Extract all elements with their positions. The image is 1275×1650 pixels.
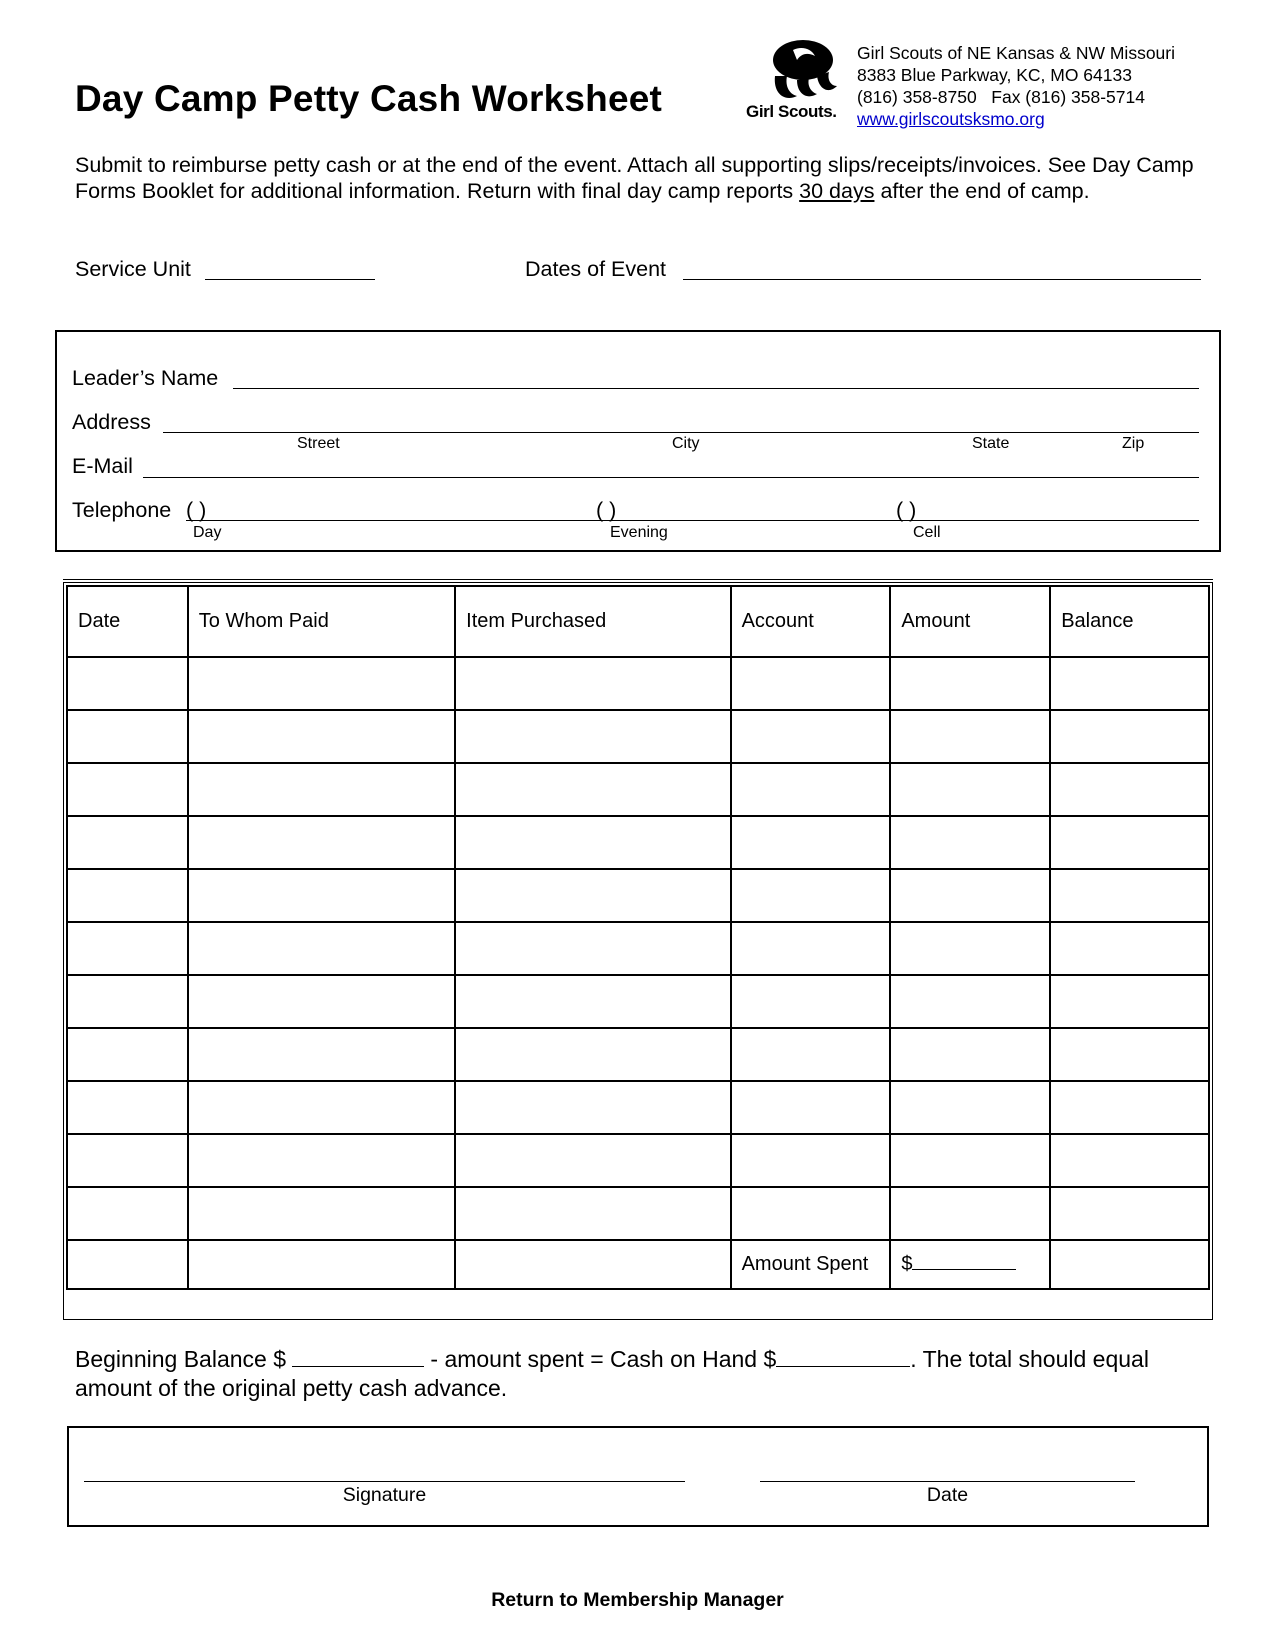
table-cell[interactable] [731,763,891,816]
table-cell[interactable] [1050,1187,1209,1240]
instructions-text-2: after the end of camp. [874,179,1090,203]
beginning-balance-label: Beginning Balance $ [75,1346,286,1372]
organization-info [857,42,1175,130]
table-cell[interactable] [1050,1081,1209,1134]
day-area-code: ( ) [186,498,207,522]
table-cell[interactable] [67,1240,188,1289]
cash-on-hand-label: - amount spent = Cash on Hand $ [424,1346,777,1372]
table-cell[interactable] [890,1028,1050,1081]
table-cell[interactable] [731,816,891,869]
table-cell[interactable] [455,1081,730,1134]
footer-instruction: Return to Membership Manager [491,1589,784,1611]
instructions-paragraph [75,152,1205,204]
table-cell[interactable] [188,1134,455,1187]
table-cell[interactable] [455,816,730,869]
org-phones [857,86,1175,108]
table-cell[interactable] [890,816,1050,869]
table-cell[interactable] [890,763,1050,816]
table-cell[interactable] [890,975,1050,1028]
table-row [67,1081,1209,1134]
amount-spent-field[interactable] [890,1240,1050,1289]
table-cell[interactable] [731,1134,891,1187]
table-cell[interactable] [455,1028,730,1081]
table-cell[interactable] [67,816,188,869]
table-cell[interactable] [1050,657,1209,710]
table-cell[interactable] [67,869,188,922]
petty-cash-ledger [66,585,1210,1290]
table-cell[interactable] [731,1187,891,1240]
table-cell[interactable] [188,1240,455,1289]
table-row [67,1187,1209,1240]
table-cell[interactable] [455,763,730,816]
table-cell[interactable] [1050,922,1209,975]
zip-caption: Zip [1122,435,1145,452]
beginning-balance-field[interactable] [292,1348,424,1367]
table-cell[interactable] [188,710,455,763]
table-cell[interactable] [188,975,455,1028]
org-address: 8383 Blue Parkway, KC, MO 64133 [857,65,1132,85]
table-cell[interactable] [890,657,1050,710]
table-cell[interactable] [188,1081,455,1134]
table-cell[interactable] [67,1081,188,1134]
table-cell[interactable] [455,975,730,1028]
table-cell[interactable] [1050,1028,1209,1081]
evening-area-code: ( ) [596,498,617,522]
table-row [67,1134,1209,1187]
signature-field[interactable] [84,1481,685,1482]
cash-on-hand-field[interactable] [776,1348,910,1367]
table-cell[interactable] [1050,816,1209,869]
service-unit-field[interactable] [205,279,375,280]
org-fax: Fax (816) 358-5714 [991,87,1145,107]
table-cell[interactable] [67,1028,188,1081]
table-cell[interactable] [731,710,891,763]
state-caption: State [972,435,1010,452]
page-title: Day Camp Petty Cash Worksheet [75,78,663,119]
table-cell[interactable] [731,975,891,1028]
signature-label: Signature [342,1484,427,1506]
table-cell[interactable] [1050,869,1209,922]
city-caption: City [672,435,700,452]
col-balance-header: Balance [1050,586,1209,657]
email-field[interactable] [143,477,1199,478]
col-to-whom-paid-header: To Whom Paid [188,586,455,657]
logo-wordmark: Girl Scouts. [746,102,837,121]
table-cell[interactable] [1050,1240,1209,1289]
col-date-header: Date [67,586,188,657]
service-unit-label: Service Unit [75,257,191,281]
dollar-sign: $ [901,1253,913,1275]
table-cell[interactable] [67,710,188,763]
table-cell[interactable] [455,869,730,922]
table-cell[interactable] [731,922,891,975]
org-name: Girl Scouts of NE Kansas & NW Missouri [857,43,1175,63]
telephone-label: Telephone [72,498,172,522]
cell-area-code: ( ) [896,498,917,522]
instructions-deadline: 30 days [799,179,875,203]
table-cell[interactable] [67,763,188,816]
table-cell[interactable] [188,1187,455,1240]
table-row [67,657,1209,710]
cell-caption: Cell [913,524,941,541]
table-row [67,869,1209,922]
table-cell[interactable] [1050,1134,1209,1187]
balance-note: . The total should equal amount of the original petty cash advance. [75,1346,1149,1401]
table-row [67,816,1209,869]
dates-of-event-field[interactable] [683,279,1201,280]
signature-date-field[interactable] [760,1481,1135,1482]
table-cell[interactable] [67,975,188,1028]
signature-date-label: Date [926,1484,969,1506]
table-cell[interactable] [731,657,891,710]
table-cell[interactable] [455,657,730,710]
instructions-text-1: Submit to reimburse petty cash or at the end of the event. Attach all supporting slips/receipts/invoices. See Day Camp Forms Booklet for additional information. Return with final day camp reports [75,153,1194,203]
table-cell[interactable] [1050,975,1209,1028]
table-cell[interactable] [890,1187,1050,1240]
leader-info-box [55,330,1221,552]
org-website-link[interactable]: www.girlscoutsksmo.org [857,109,1045,129]
table-cell[interactable] [890,1081,1050,1134]
leader-name-label: Leader’s Name [72,366,219,390]
org-phone: (816) 358-8750 [857,87,977,107]
table-cell[interactable] [188,1028,455,1081]
table-cell[interactable] [67,922,188,975]
table-cell[interactable] [731,869,891,922]
table-cell[interactable] [890,1134,1050,1187]
table-cell[interactable] [890,922,1050,975]
table-row [67,975,1209,1028]
ledger-header-row [67,586,1209,657]
email-label: E-Mail [72,454,133,478]
dates-of-event-label: Dates of Event [525,257,667,281]
address-field[interactable] [163,432,1199,433]
table-cell[interactable] [455,710,730,763]
table-row [67,1028,1209,1081]
table-cell[interactable] [67,1187,188,1240]
table-cell[interactable] [188,763,455,816]
street-caption: Street [297,435,340,452]
table-row [67,710,1209,763]
table-row [67,763,1209,816]
table-cell[interactable] [890,869,1050,922]
table-cell[interactable] [890,710,1050,763]
table-cell[interactable] [455,1187,730,1240]
ledger-top-rule [63,579,1213,580]
address-label: Address [72,410,151,434]
telephone-field[interactable] [186,520,1199,521]
col-account-header: Account [731,586,891,657]
table-cell[interactable] [1050,710,1209,763]
table-cell[interactable] [1050,763,1209,816]
leader-name-field[interactable] [233,388,1199,389]
day-caption: Day [193,524,222,541]
table-cell[interactable] [188,922,455,975]
table-cell[interactable] [188,657,455,710]
table-cell[interactable] [731,1081,891,1134]
table-cell[interactable] [188,816,455,869]
table-cell[interactable] [188,869,455,922]
evening-caption: Evening [610,524,668,541]
balance-statement [75,1345,1215,1403]
table-row [67,922,1209,975]
table-cell[interactable] [67,1134,188,1187]
table-cell[interactable] [731,1028,891,1081]
table-cell[interactable] [67,657,188,710]
signature-box [67,1426,1209,1527]
amount-spent-row [67,1240,1209,1289]
table-cell[interactable] [455,1134,730,1187]
col-amount-header: Amount [890,586,1050,657]
amount-spent-blank[interactable] [912,1253,1016,1270]
table-cell[interactable] [455,1240,730,1289]
col-item-purchased-header: Item Purchased [455,586,730,657]
table-cell[interactable] [455,922,730,975]
amount-spent-label: Amount Spent [731,1240,891,1289]
